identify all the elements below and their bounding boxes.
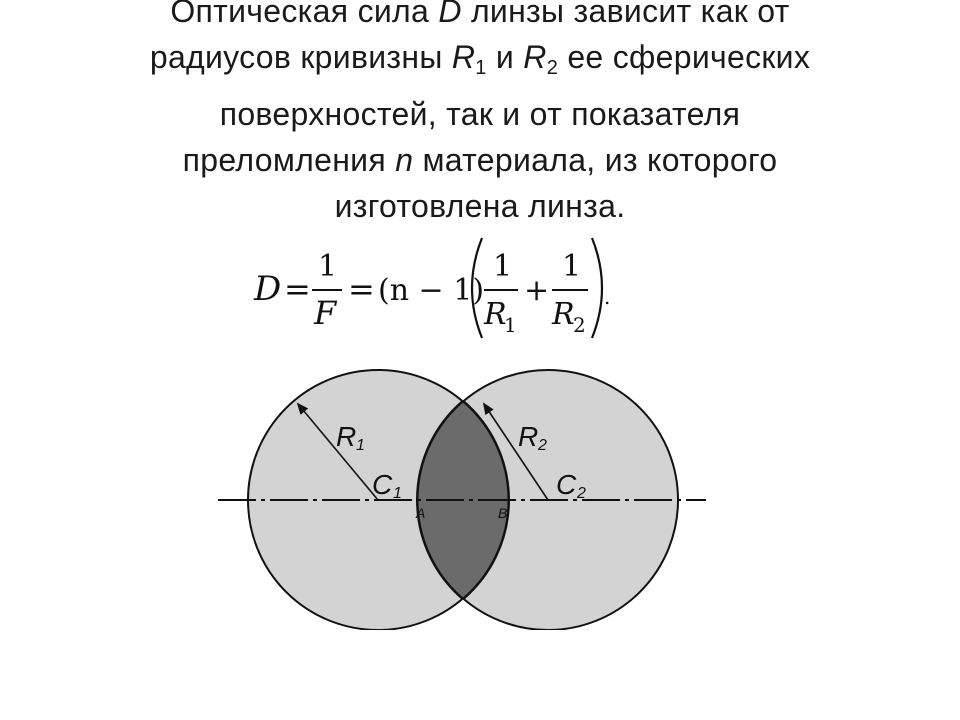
label-C2: C xyxy=(556,469,577,500)
label-C1-sub: 1 xyxy=(393,485,402,502)
lens-diagram xyxy=(200,360,720,630)
formula-R2-sub: 2 xyxy=(573,313,586,337)
paragraph-line-1: Оптическая сила D линзы зависит как от xyxy=(170,0,790,29)
formula-n-minus-1: (n − 1) xyxy=(378,273,485,308)
formula-equals-1: = xyxy=(284,270,311,308)
formula-numerator-2: 1 xyxy=(493,249,513,284)
paragraph-line-3: поверхностей, так и от показателя xyxy=(219,96,741,132)
formula-numerator-3: 1 xyxy=(562,249,582,284)
label-A: A xyxy=(416,505,426,521)
formula-R1-sub: 1 xyxy=(504,313,517,337)
label-R1: R xyxy=(336,421,357,452)
label-R1-sub: 1 xyxy=(356,437,365,454)
paragraph-line-5: изготовлена линза. xyxy=(334,188,626,224)
formula-plus: + xyxy=(524,273,550,308)
paragraph-line-2: радиусов кривизны $R_1$ и $R_2$ ее сферических xyxy=(149,39,811,79)
formula-right-paren xyxy=(592,238,602,338)
formula-numerator-1: 1 xyxy=(318,249,338,284)
formula-R2: R xyxy=(552,297,575,332)
formula-R1: R xyxy=(484,297,507,332)
label-B: B xyxy=(498,505,508,521)
formula-F: F xyxy=(314,294,337,332)
description-paragraph xyxy=(40,0,920,229)
label-R2-sub: 2 xyxy=(538,437,547,454)
formula-dot: . xyxy=(604,285,611,309)
label-C2-sub: 2 xyxy=(577,485,586,502)
formula-D: D xyxy=(254,269,282,309)
label-C1: C xyxy=(372,469,393,500)
lensmaker-formula xyxy=(250,232,620,344)
formula-equals-2: = xyxy=(348,270,375,308)
label-R2: R xyxy=(518,421,539,452)
paragraph-line-4: преломления n материала, из которого xyxy=(182,142,778,178)
